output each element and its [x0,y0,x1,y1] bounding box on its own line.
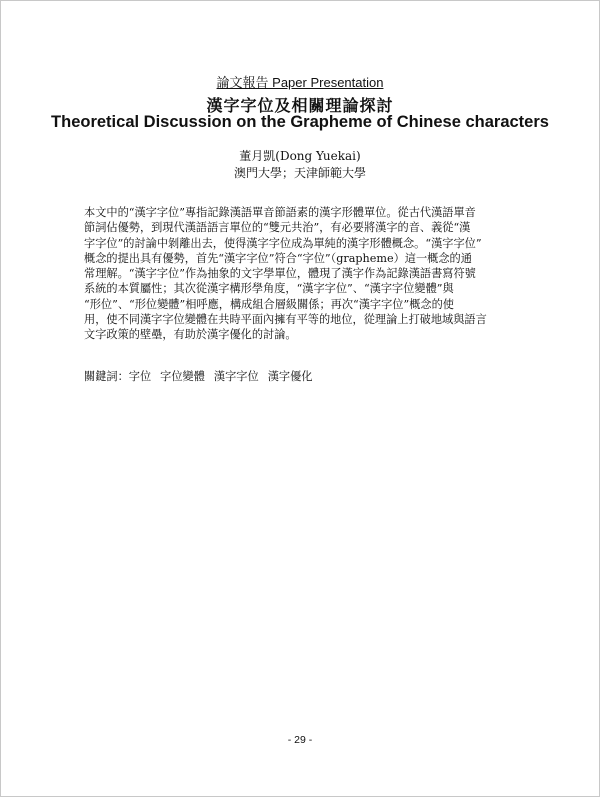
abstract-line: 節詞佔優勢，到現代漢語語言單位的“雙元共治”，有必要將漢字的音、義從“漢 [84,221,471,235]
abstract-line: 文字政策的壁壘，有助於漢字優化的討論。 [84,328,297,342]
abstract-line: 系統的本質屬性；其次從漢字構形學角度，“漢字字位”、“漢字字位變體”與 [84,282,454,296]
abstract-line: 本文中的“漢字字位”專指記錄漢語單音節語素的漢字形體單位。從古代漢語單音 [84,206,476,219]
abstract-line: 概念的提出具有優勢，首先“漢字字位”符合“字位”（grapheme）這一概念的通 [84,251,472,265]
keyword-item: 漢字優化 [267,370,313,383]
abstract-line: 常理解。“漢字字位”作為抽象的文字學單位，體現了漢字作為記錄漢語書寫符號 [84,267,476,281]
page-number: - 29 - [287,734,313,746]
keyword-item: 字位 [128,370,152,383]
keywords-line [84,368,321,384]
keyword-item: 漢字字位 [213,370,259,383]
author-name: 董月凱(Dong Yuekai) [239,149,361,163]
paper-title-english: Theoretical Discussion on the Grapheme of Chinese characters [51,113,549,131]
abstract-line: 字字位”的討論中剝離出去，使得漢字字位成為單純的漢字形體概念。“漢字字位” [84,236,482,250]
abstract-line: 用，使不同漢字字位變體在共時平面內擁有平等的地位，從理論上打破地域與語言 [84,313,487,327]
paper-title-chinese: 漢字字位及相關理論探討 [206,96,394,115]
keyword-item: 字位變體 [160,370,205,383]
author-affiliation: 澳門大學；天津師範大學 [233,166,366,180]
section-header-label: 論文報告 Paper Presentation [216,75,384,90]
keywords-label: 關鍵詞： [84,370,129,383]
abstract-paragraph [84,205,520,343]
abstract-line: “形位”、“形位變體”相呼應，構成組合層級關係；再次“漢字字位”概念的使 [84,297,454,311]
